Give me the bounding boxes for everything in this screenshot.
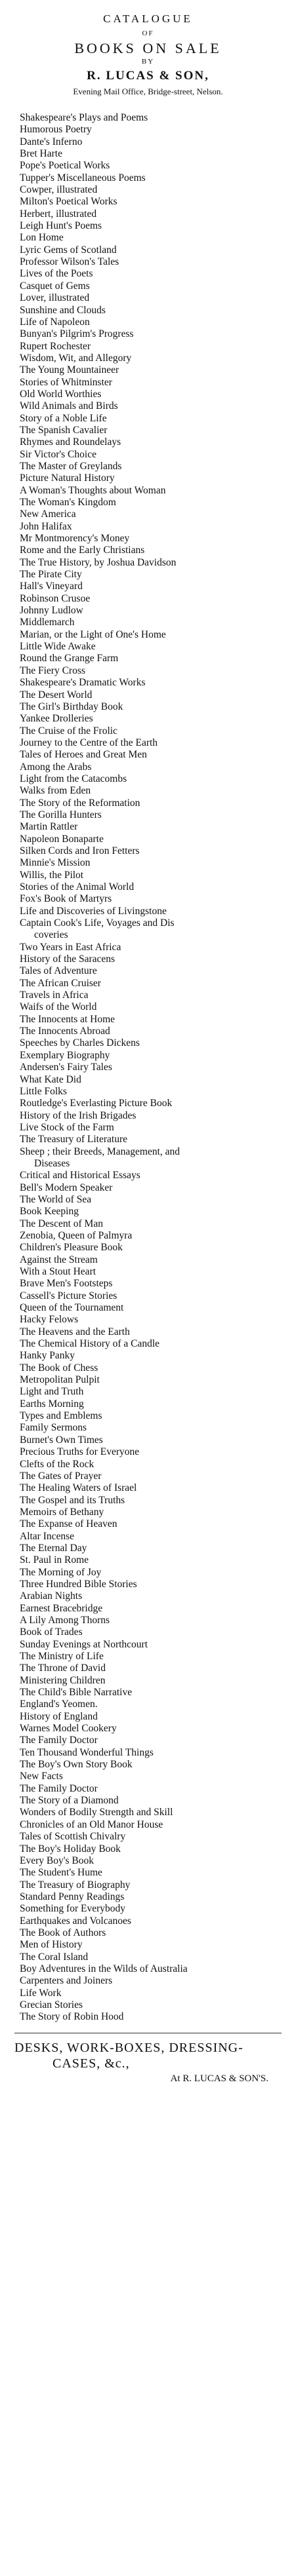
footer-advertisement bbox=[14, 2033, 282, 2086]
book-list-item: Types and Emblems bbox=[20, 1410, 102, 1422]
book-list-item: Travels in Africa bbox=[20, 990, 89, 1001]
book-list-item: Zenobia, Queen of Palmyra bbox=[20, 1229, 133, 1241]
book-list-item: The Eternal Day bbox=[20, 1542, 87, 1554]
book-list-item: Altar Incense bbox=[20, 1530, 75, 1542]
book-list-item: Old World Worthies bbox=[20, 388, 102, 400]
footer-line-desks: DESKS, WORK-BOXES, DRESSING- bbox=[14, 2040, 243, 2055]
book-list-item: The Girl's Birthday Book bbox=[20, 701, 123, 712]
book-list-item: Pope's Poetical Works bbox=[20, 160, 110, 172]
book-list-item: Metropolitan Pulpit bbox=[20, 1374, 100, 1386]
book-list-item: Hanky Panky bbox=[20, 1350, 75, 1362]
book-list-item: Marian, or the Light of One's Home bbox=[20, 628, 166, 640]
book-list-item: Bret Harte bbox=[20, 148, 62, 160]
book-list-item: Standard Penny Readings bbox=[20, 1891, 125, 1902]
book-list-item: Humorous Poetry bbox=[20, 124, 92, 136]
book-list-item: Wild Animals and Birds bbox=[20, 400, 118, 412]
book-list-item: History of England bbox=[20, 1710, 98, 1722]
book-list-item: The Story of Robin Hood bbox=[20, 2011, 124, 2023]
book-list-item: Robinson Crusoe bbox=[20, 592, 91, 604]
book-list-item: The Expanse of Heaven bbox=[20, 1518, 117, 1530]
book-list-item: Among the Arabs bbox=[20, 761, 92, 773]
firm-address: Evening Mail Office, Bridge-street, Nelson. bbox=[73, 87, 223, 96]
book-list-item: A Woman's Thoughts about Woman bbox=[20, 484, 166, 496]
book-list-item: Shakespeare's Dramatic Works bbox=[20, 677, 146, 689]
book-list-item: What Kate Did bbox=[20, 1073, 81, 1085]
book-list-item: Herbert, illustrated bbox=[20, 208, 97, 220]
book-list-item: Carpenters and Joiners bbox=[20, 1975, 113, 1987]
book-list-item: Book Keeping bbox=[20, 1206, 79, 1218]
book-list-item: Bunyan's Pilgrim's Progress bbox=[20, 328, 134, 340]
book-list-item: Mr Montmorency's Money bbox=[20, 533, 130, 545]
book-list-item: Routledge's Everlasting Picture Book bbox=[20, 1098, 173, 1109]
book-list-item: Rome and the Early Christians bbox=[20, 545, 145, 556]
book-list-item: Hall's Vineyard bbox=[20, 581, 83, 592]
book-list-item: Chronicles of an Old Manor House bbox=[20, 1818, 163, 1830]
book-list-item: Shakespeare's Plays and Poems bbox=[20, 112, 148, 123]
book-list-item: The Story of a Diamond bbox=[20, 1795, 119, 1807]
footer-line-cases: CASES, &c., bbox=[53, 2056, 130, 2071]
catalogue-heading: CATALOGUE bbox=[103, 12, 193, 25]
book-list-item: Johnny Ludlow bbox=[20, 605, 83, 617]
book-list-item: Men of History bbox=[20, 1939, 83, 1951]
book-list-item: Children's Pleasure Book bbox=[20, 1242, 123, 1254]
book-list-item: England's Yeomen. bbox=[20, 1699, 98, 1710]
book-list-item: Cassell's Picture Stories bbox=[20, 1290, 117, 1301]
book-list-item: Arabian Nights bbox=[20, 1590, 83, 1602]
book-list-item: Critical and Historical Essays bbox=[20, 1170, 140, 1182]
book-list-item: The Cruise of the Frolic bbox=[20, 725, 117, 737]
book-list-item: The Ministry of Life bbox=[20, 1651, 104, 1662]
book-list-item: Leigh Hunt's Poems bbox=[20, 220, 102, 232]
book-list-item: Minnie's Mission bbox=[20, 857, 91, 869]
book-list-item: The World of Sea bbox=[20, 1193, 92, 1205]
book-list-item: The Desert World bbox=[20, 689, 93, 701]
book-list-item: The Pirate City bbox=[20, 569, 82, 581]
book-list-item: New America bbox=[20, 509, 76, 520]
book-list-item: The Descent of Man bbox=[20, 1218, 103, 1229]
book-list-item: The Gates of Prayer bbox=[20, 1470, 102, 1482]
book-list-item: The Boy's Holiday Book bbox=[20, 1843, 121, 1855]
book-list-item: Willis, the Pilot bbox=[20, 869, 84, 881]
book-list-item: Earths Morning bbox=[20, 1398, 84, 1410]
footer-line-seller: At R. LUCAS & SON'S. bbox=[170, 2073, 268, 2084]
book-list-item: Family Sermons bbox=[20, 1422, 87, 1434]
book-list-item: Ministering Children bbox=[20, 1674, 106, 1686]
books-on-sale-heading: BOOKS ON SALE bbox=[74, 40, 222, 56]
book-list-item: Walks from Eden bbox=[20, 785, 91, 797]
book-list-item: Tales of Heroes and Great Men bbox=[20, 749, 147, 761]
book-list-item: The Innocents Abroad bbox=[20, 1026, 110, 1037]
book-list-item: Rhymes and Roundelays bbox=[20, 436, 121, 448]
book-list-item: Tales of Scottish Chivalry bbox=[20, 1831, 126, 1843]
book-list-item: Casquet of Gems bbox=[20, 280, 90, 292]
book-list-item: Dante's Inferno bbox=[20, 136, 83, 147]
book-list-item: Bell's Modern Speaker bbox=[20, 1182, 113, 1193]
book-list-item: History of the Irish Brigades bbox=[20, 1109, 137, 1121]
book-list-item: Fox's Book of Martyrs bbox=[20, 893, 112, 905]
book-list-item: Andersen's Fairy Tales bbox=[20, 1062, 112, 1073]
heading-by: BY bbox=[141, 58, 155, 66]
book-list-item: The Gospel and its Truths bbox=[20, 1494, 125, 1506]
book-list-item: Light and Truth bbox=[20, 1386, 84, 1398]
book-list-item: Clefts of the Rock bbox=[20, 1458, 95, 1470]
book-list-item: Middlemarch bbox=[20, 617, 75, 628]
book-list-item: Milton's Poetical Works bbox=[20, 196, 117, 208]
book-list-item: Speeches by Charles Dickens bbox=[20, 1037, 140, 1049]
book-list-item: Earnest Bracebridge bbox=[20, 1602, 103, 1614]
book-list bbox=[14, 112, 282, 2024]
book-list-item: The Gorilla Hunters bbox=[20, 809, 102, 820]
book-list-item: The Treasury of Literature bbox=[20, 1134, 127, 1145]
book-list-item: Lover, illustrated bbox=[20, 292, 90, 304]
book-list-item: Napoleon Bonaparte bbox=[20, 833, 104, 845]
book-list-item: Sir Victor's Choice bbox=[20, 448, 96, 460]
heading-of: OF bbox=[142, 29, 154, 37]
book-list-item: Brave Men's Footsteps bbox=[20, 1278, 113, 1290]
book-list-item: The Book of Chess bbox=[20, 1362, 98, 1374]
book-list-item: The Family Doctor bbox=[20, 1782, 98, 1794]
book-list-item: Ten Thousand Wonderful Things bbox=[20, 1746, 154, 1758]
book-list-item: Little Folks bbox=[20, 1085, 67, 1097]
book-list-item: Story of a Noble Life bbox=[20, 412, 107, 424]
book-list-item: Lon Home bbox=[20, 232, 64, 244]
book-list-item: New Facts bbox=[20, 1771, 63, 1782]
book-list-item: Grecian Stories bbox=[20, 1999, 83, 2010]
book-list-item: Something for Everybody bbox=[20, 1903, 126, 1915]
book-list-item: The Student's Hume bbox=[20, 1867, 102, 1879]
book-list-item: Waifs of the World bbox=[20, 1001, 97, 1013]
firm-name: R. LUCAS & SON, bbox=[87, 69, 209, 83]
book-list-item: Yankee Drolleries bbox=[20, 713, 93, 725]
book-list-item: Warnes Model Cookery bbox=[20, 1723, 117, 1735]
book-list-item: Memoirs of Bethany bbox=[20, 1506, 104, 1518]
book-list-item: Three Hundred Bible Stories bbox=[20, 1578, 137, 1590]
book-list-item: Life and Discoveries of Livingstone bbox=[20, 905, 167, 917]
book-list-item: Wonders of Bodily Strength and Skill bbox=[20, 1807, 173, 1818]
book-list-item: Silken Cords and Iron Fetters bbox=[20, 845, 140, 856]
book-list-item: Cowper, illustrated bbox=[20, 184, 98, 196]
book-list-item: Two Years in East Africa bbox=[20, 941, 121, 953]
book-list-item: Diseases bbox=[34, 1157, 70, 1169]
book-list-item: Sunday Evenings at Northcourt bbox=[20, 1638, 148, 1650]
book-list-item: Light from the Catacombs bbox=[20, 773, 127, 784]
book-list-item: A Lily Among Thorns bbox=[20, 1614, 110, 1626]
book-list-item: The True History, by Joshua Davidson bbox=[20, 556, 177, 568]
book-list-item: Little Wide Awake bbox=[20, 641, 96, 653]
book-list-item: Lives of the Poets bbox=[20, 268, 93, 280]
book-list-item: The Woman's Kingdom bbox=[20, 497, 116, 508]
book-list-item: The Coral Island bbox=[20, 1951, 89, 1963]
book-list-item: Captain Cook's Life, Voyages and Dis bbox=[20, 917, 175, 929]
book-list-item: John Halifax bbox=[20, 520, 72, 532]
book-list-item: Life Work bbox=[20, 1987, 62, 1999]
book-list-item: Boy Adventures in the Wilds of Australia bbox=[20, 1963, 188, 1974]
book-list-item: Every Boy's Book bbox=[20, 1855, 95, 1866]
book-list-item: Sunshine and Clouds bbox=[20, 304, 106, 316]
book-list-item: The Chemical History of a Candle bbox=[20, 1338, 160, 1350]
book-list-item: Tales of Adventure bbox=[20, 965, 97, 977]
book-list-item: Journey to the Centre of the Earth bbox=[20, 737, 158, 748]
book-list-item: Lyric Gems of Scotland bbox=[20, 244, 117, 256]
book-list-item: Earthquakes and Volcanoes bbox=[20, 1915, 131, 1927]
book-list-item: The Heavens and the Earth bbox=[20, 1326, 130, 1337]
book-list-item: Stories of Whitminster bbox=[20, 376, 112, 388]
book-list-item: History of the Saracens bbox=[20, 953, 116, 965]
book-list-item: The Book of Authors bbox=[20, 1927, 106, 1938]
book-list-item: The African Cruiser bbox=[20, 977, 101, 989]
book-list-item: Queen of the Tournament bbox=[20, 1302, 124, 1314]
book-list-item: Rupert Rochester bbox=[20, 340, 91, 352]
book-list-item: Martin Rattler bbox=[20, 821, 78, 833]
book-list-item: St. Paul in Rome bbox=[20, 1554, 89, 1566]
book-list-item: The Innocents at Home bbox=[20, 1013, 116, 1025]
book-list-item: Life of Napoleon bbox=[20, 316, 90, 328]
book-list-item: Stories of the Animal World bbox=[20, 881, 135, 893]
book-list-item: Live Stock of the Farm bbox=[20, 1121, 114, 1133]
book-list-item: Against the Stream bbox=[20, 1254, 98, 1265]
book-list-item: The Healing Waters of Israel bbox=[20, 1482, 137, 1494]
book-list-item: The Fiery Cross bbox=[20, 664, 85, 676]
book-list-item: Tupper's Miscellaneous Poems bbox=[20, 172, 146, 183]
book-list-item: The Throne of David bbox=[20, 1663, 106, 1674]
book-list-item: The Master of Greylands bbox=[20, 460, 122, 472]
book-list-item: The Family Doctor bbox=[20, 1735, 98, 1746]
book-list-item: Book of Trades bbox=[20, 1626, 83, 1638]
book-list-item: Picture Natural History bbox=[20, 472, 115, 484]
book-list-item: coveries bbox=[34, 929, 68, 941]
book-list-item: Hacky Felows bbox=[20, 1314, 79, 1326]
book-list-item: The Boy's Own Story Book bbox=[20, 1759, 133, 1771]
book-list-item: Professor Wilson's Tales bbox=[20, 256, 119, 268]
book-list-item: The Treasury of Biography bbox=[20, 1879, 131, 1891]
book-list-item: Wisdom, Wit, and Allegory bbox=[20, 352, 132, 364]
book-list-item: The Morning of Joy bbox=[20, 1566, 102, 1578]
book-list-item: With a Stout Heart bbox=[20, 1266, 96, 1277]
book-list-item: Precious Truths for Everyone bbox=[20, 1446, 140, 1458]
book-list-item: Exemplary Biography bbox=[20, 1049, 110, 1061]
book-list-item: The Young Mountaineer bbox=[20, 364, 119, 376]
book-list-item: Sheep ; their Breeds, Management, and bbox=[20, 1145, 180, 1157]
book-list-item: Round the Grange Farm bbox=[20, 653, 119, 664]
book-list-item: The Child's Bible Narrative bbox=[20, 1687, 133, 1699]
book-list-item: Burnet's Own Times bbox=[20, 1434, 103, 1446]
book-list-item: The Spanish Cavalier bbox=[20, 424, 108, 436]
book-list-item: The Story of the Reformation bbox=[20, 797, 140, 809]
